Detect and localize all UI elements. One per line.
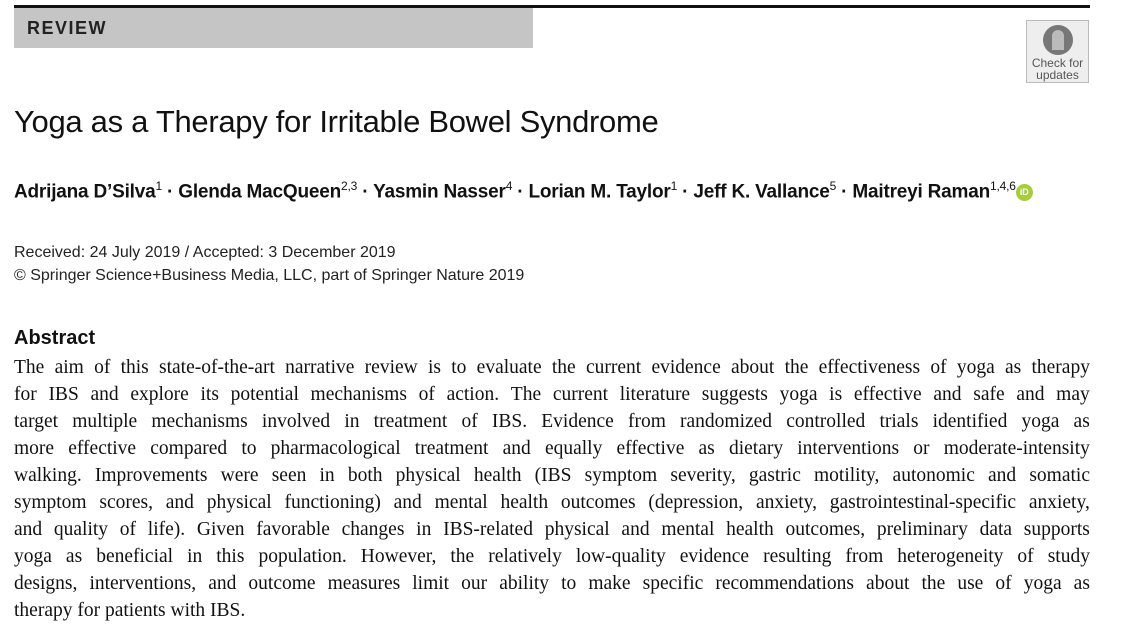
article-type: REVIEW bbox=[27, 18, 108, 38]
author-affiliation: 4 bbox=[505, 179, 513, 193]
author-affiliation: 1 bbox=[670, 179, 678, 193]
author-affiliation: 1,4,6 bbox=[990, 179, 1016, 193]
abstract-line: walking. Improvements were seen in both physical health (IBS symptom severity, gastric motility, autonomic and somatic bbox=[14, 465, 1090, 486]
paper-title: Yoga as a Therapy for Irritable Bowel Syndrome bbox=[14, 104, 659, 139]
received-dates: Received: 24 July 2019 / Accepted: 3 December 2019 bbox=[14, 244, 396, 261]
abstract-line: target multiple mechanisms involved in treatment of IBS. Evidence from randomized controlled trials identified yoga as bbox=[14, 411, 1090, 432]
author-separator: · bbox=[161, 181, 179, 203]
badge-line1: Check for bbox=[1031, 56, 1084, 70]
abstract-line: and quality of life). Given favorable changes in IBS-related physical and mental health outcomes, preliminary data supports bbox=[14, 519, 1090, 540]
check-for-updates-button[interactable] bbox=[1026, 20, 1089, 83]
article-type-banner bbox=[14, 8, 533, 48]
badge-line2: updates bbox=[1036, 68, 1079, 82]
abstract-line: therapy for patients with IBS. bbox=[14, 600, 246, 621]
abstract-line: The aim of this state-of-the-art narrative review is to evaluate the current evidence about the effectiveness of yoga as therapy bbox=[14, 357, 1090, 378]
author-name[interactable]: Yasmin Nasser bbox=[373, 181, 506, 203]
abstract-line: designs, interventions, and outcome measures limit our ability to make specific recommendations about the use of yoga as bbox=[14, 573, 1090, 594]
author-separator: · bbox=[357, 181, 374, 203]
author-affiliation: 1 bbox=[155, 179, 162, 193]
author-name[interactable]: Lorian M. Taylor bbox=[528, 181, 671, 203]
copyright: © Springer Science+Business Media, LLC, part of Springer Nature 2019 bbox=[14, 267, 525, 284]
abstract-heading: Abstract bbox=[14, 327, 96, 349]
author-separator: · bbox=[677, 181, 694, 203]
author-name[interactable]: Glenda MacQueen bbox=[178, 181, 342, 203]
author-separator: · bbox=[512, 181, 529, 203]
author-separator: · bbox=[836, 181, 853, 203]
abstract-text bbox=[14, 354, 1090, 624]
abstract-line: more effective compared to pharmacological treatment and equally effective as dietary interventions or moderate-intensity bbox=[14, 438, 1090, 459]
author-affiliation: 5 bbox=[829, 179, 837, 193]
author-name[interactable]: Adrijana D’Silva bbox=[14, 181, 156, 203]
author-name[interactable]: Jeff K. Vallance bbox=[693, 181, 830, 203]
abstract-line: symptom scores, and physical functioning) and mental health outcomes (depression, anxiety, gastrointestinal-specific anxiety, bbox=[14, 492, 1090, 513]
author-list bbox=[14, 179, 1033, 203]
abstract-line: for IBS and explore its potential mechanisms of action. The current literature suggests yoga is effective and safe and may bbox=[14, 384, 1090, 405]
orcid-icon[interactable]: iD bbox=[1016, 184, 1033, 201]
author-affiliation: 2,3 bbox=[341, 179, 358, 193]
abstract-line: yoga as beneficial in this population. However, the relatively low-quality evidence resulting from heterogeneity of study bbox=[14, 546, 1090, 567]
author-name[interactable]: Maitreyi Raman bbox=[852, 181, 991, 203]
crossmark-icon bbox=[1043, 25, 1073, 55]
